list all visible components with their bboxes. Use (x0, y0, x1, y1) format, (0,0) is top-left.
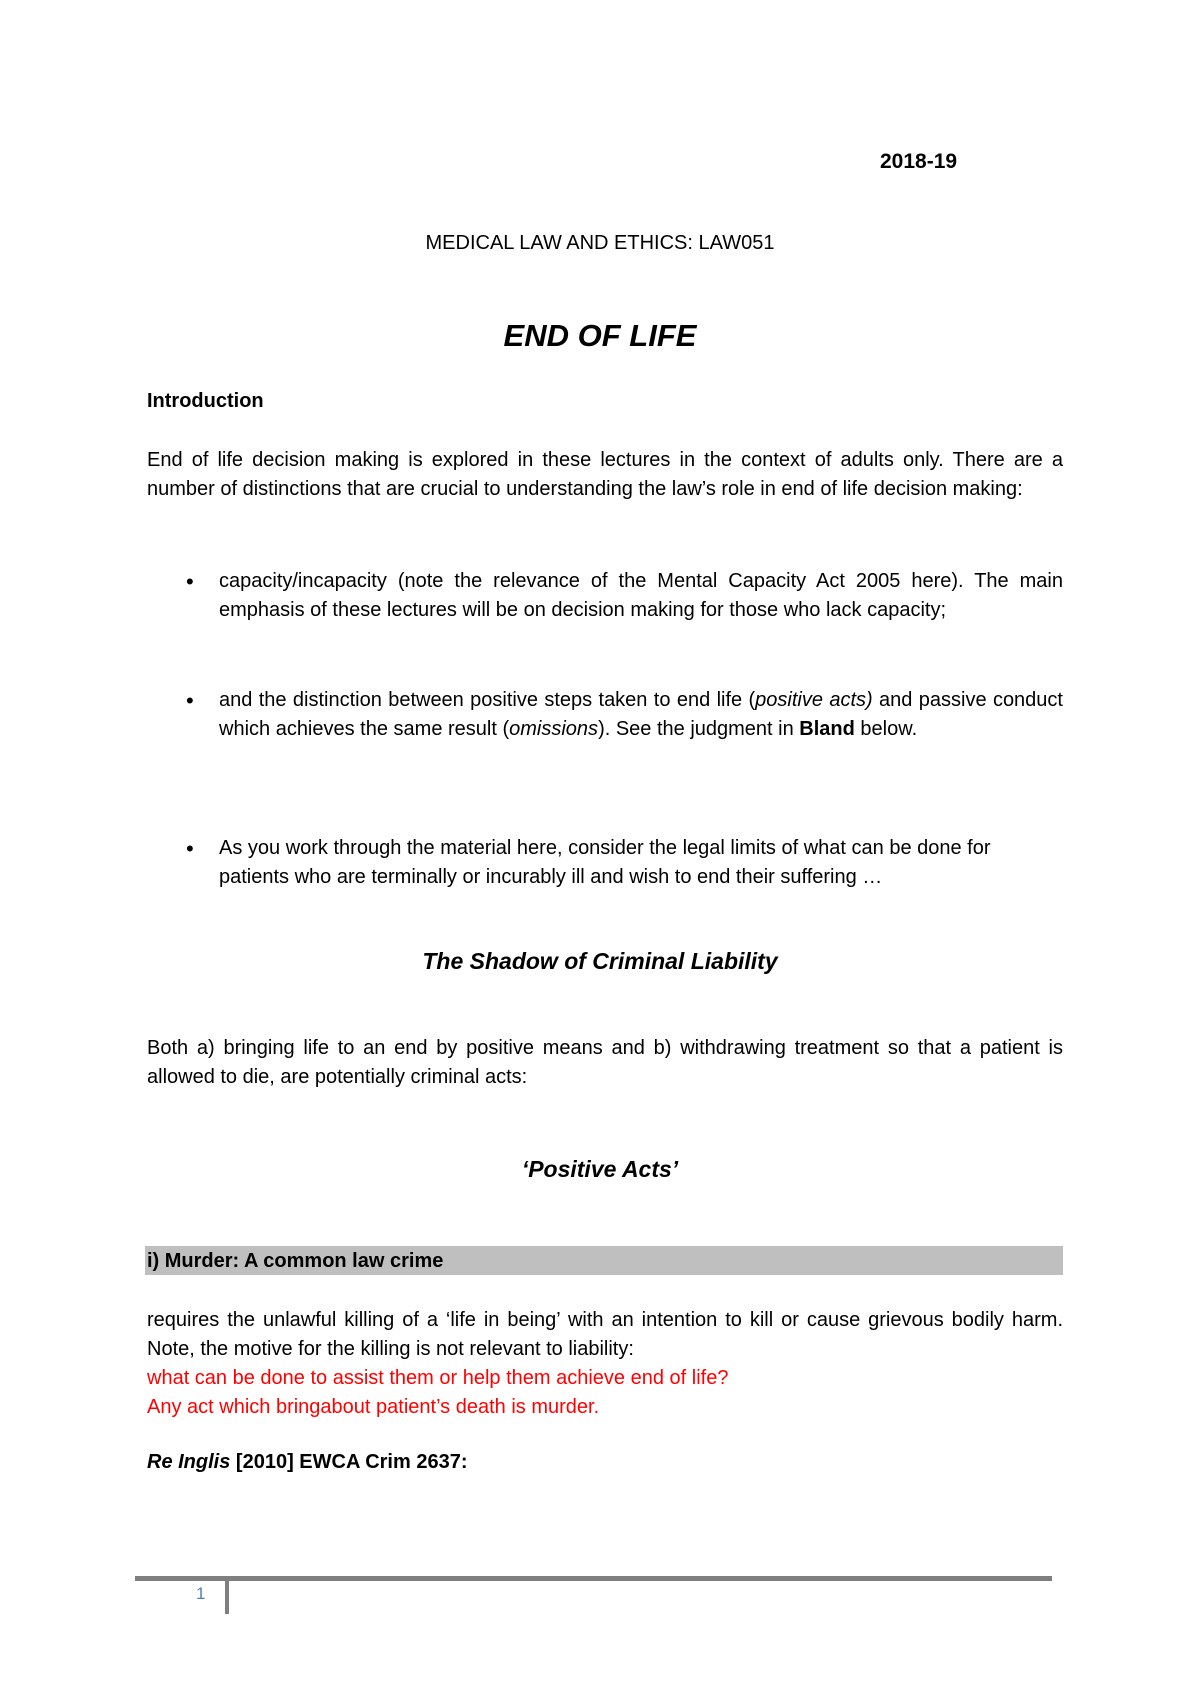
criminal-liability-paragraph: Both a) bringing life to an end by positive means and b) withdrawing treatment so that a patient is allowed to die, are potentially criminal acts: (147, 1037, 1063, 1088)
page-number: 1 (196, 1584, 206, 1603)
bullet-legal-limits: As you work through the material here, consider the legal limits of what can be done for patients who are terminally or incurably ill and wish to end their suffering … (219, 837, 991, 888)
case-name: Re Inglis (147, 1451, 231, 1473)
introduction-paragraph: End of life decision making is explored in these lectures in the context of adults only. There are a number of distinctions that are crucial to understanding the law’s role in end of life decision making: (147, 449, 1063, 500)
positive-acts-heading: ‘Positive Acts’ (521, 1156, 679, 1182)
bullet-capacity: capacity/incapacity (note the relevance of the Mental Capacity Act 2005 here). The main emphasis of these lectures will be on decision making for those who lack capacity; (219, 570, 1063, 621)
case-reference: [2010] EWCA Crim 2637: (230, 1451, 468, 1473)
murder-heading: i) Murder: A common law crime (147, 1250, 444, 1272)
bullet-icon: • (186, 836, 194, 861)
footer-divider (225, 1578, 229, 1614)
bland-case-name: Bland (799, 718, 855, 740)
bullet-icon: • (186, 569, 194, 594)
bullet-acts-omissions (219, 686, 1063, 744)
bullet-text-part: ). See the judgment in (598, 718, 800, 740)
introduction-heading: Introduction (147, 390, 264, 412)
murder-paragraph: requires the unlawful killing of a ‘life in being’ with an intention to kill or cause grievous bodily harm. Note, the motive for the killing is not relevant to liability: (147, 1309, 1063, 1360)
academic-year: 2018-19 (880, 150, 958, 173)
criminal-liability-heading: The Shadow of Criminal Liability (422, 948, 778, 974)
footer-rule (135, 1576, 1052, 1581)
case-citation (147, 1451, 467, 1474)
omissions-term: omissions (509, 718, 599, 740)
course-title: MEDICAL LAW AND ETHICS: LAW051 (425, 232, 775, 254)
bullet-text-part: and the distinction between positive steps taken to end life ( (219, 689, 756, 711)
bullet-icon: • (186, 688, 194, 713)
bullet-text-part: and passive conduct which achieves the same result ( (219, 689, 1063, 740)
positive-acts-term: positive acts) (755, 689, 873, 711)
annotation-note-2: Any act which bringabout patient’s death is murder. (147, 1396, 600, 1418)
annotation-note-1: what can be done to assist them or help them achieve end of life? (147, 1367, 729, 1389)
document-title: END OF LIFE (503, 318, 697, 353)
bullet-text-part: below. (854, 718, 918, 740)
